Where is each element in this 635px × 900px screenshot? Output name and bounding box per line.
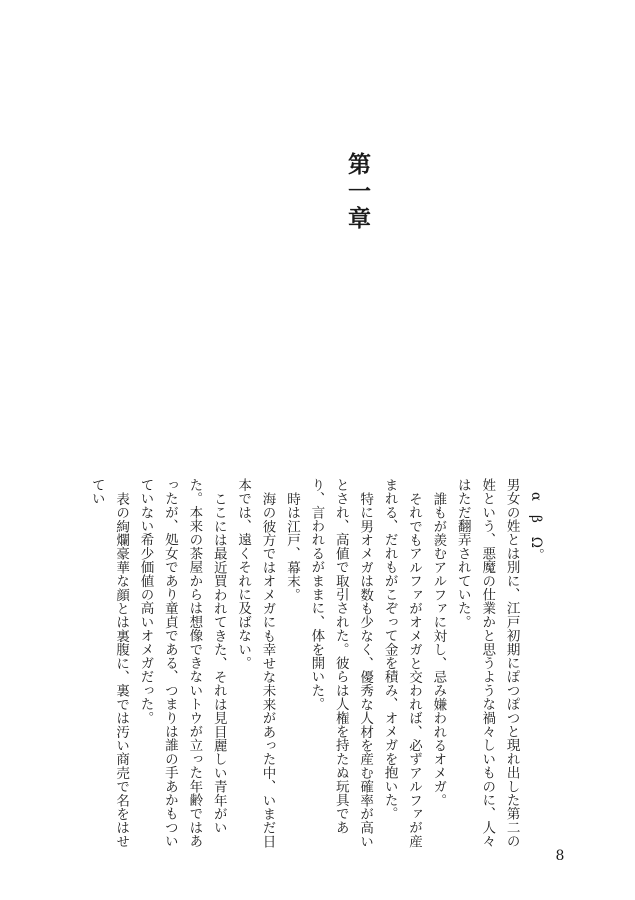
- paragraph: 男女の姓とは別に、江戸初期にぽつぽつと現れ出した第二の姓という、悪魔の仕業かと思うような禍々しいものに、人々はただ翻弄されていた。: [454, 478, 520, 848]
- paragraph: それでもアルファがオメガと交われば、必ずアルファが産まれる、だれもがこぞって金を積み、オメガを抱いた。: [381, 478, 422, 848]
- body-text: [88, 478, 548, 850]
- paragraph: 時は江戸、幕末。: [283, 491, 300, 602]
- chapter-title: 第一章: [344, 152, 370, 233]
- page-number: 8: [555, 848, 565, 864]
- paragraph: ここには最近買われてきた、それは見目麗しい青年がいた。本来の茶屋からは想像できないトウが立った年齢ではあったが、処女であり童貞である、つまりは誰の手あかもついていない希少価値の高いオメガだった。: [137, 478, 227, 848]
- paragraph: 誰もが羨むアルファに対し、忌み嫌われるオメガ。: [430, 491, 447, 807]
- paragraph: 海の彼方ではオメガにも幸せな未来があった中、いまだ日本では、遠くそれに及ばない。: [235, 478, 276, 848]
- paragraph: 表の絢爛豪華な顔とは裏腹に、裏では汚い商売で名をはせてい: [88, 478, 130, 848]
- paragraph: 特に男オメガは数も少なく、優秀な人材を産む確率が高いとされ、高値で取引された。彼らは人権を持たぬ玩具であり、言われるがままに、体を開いた。: [308, 478, 374, 848]
- paragraph: α β Ω。: [528, 491, 544, 562]
